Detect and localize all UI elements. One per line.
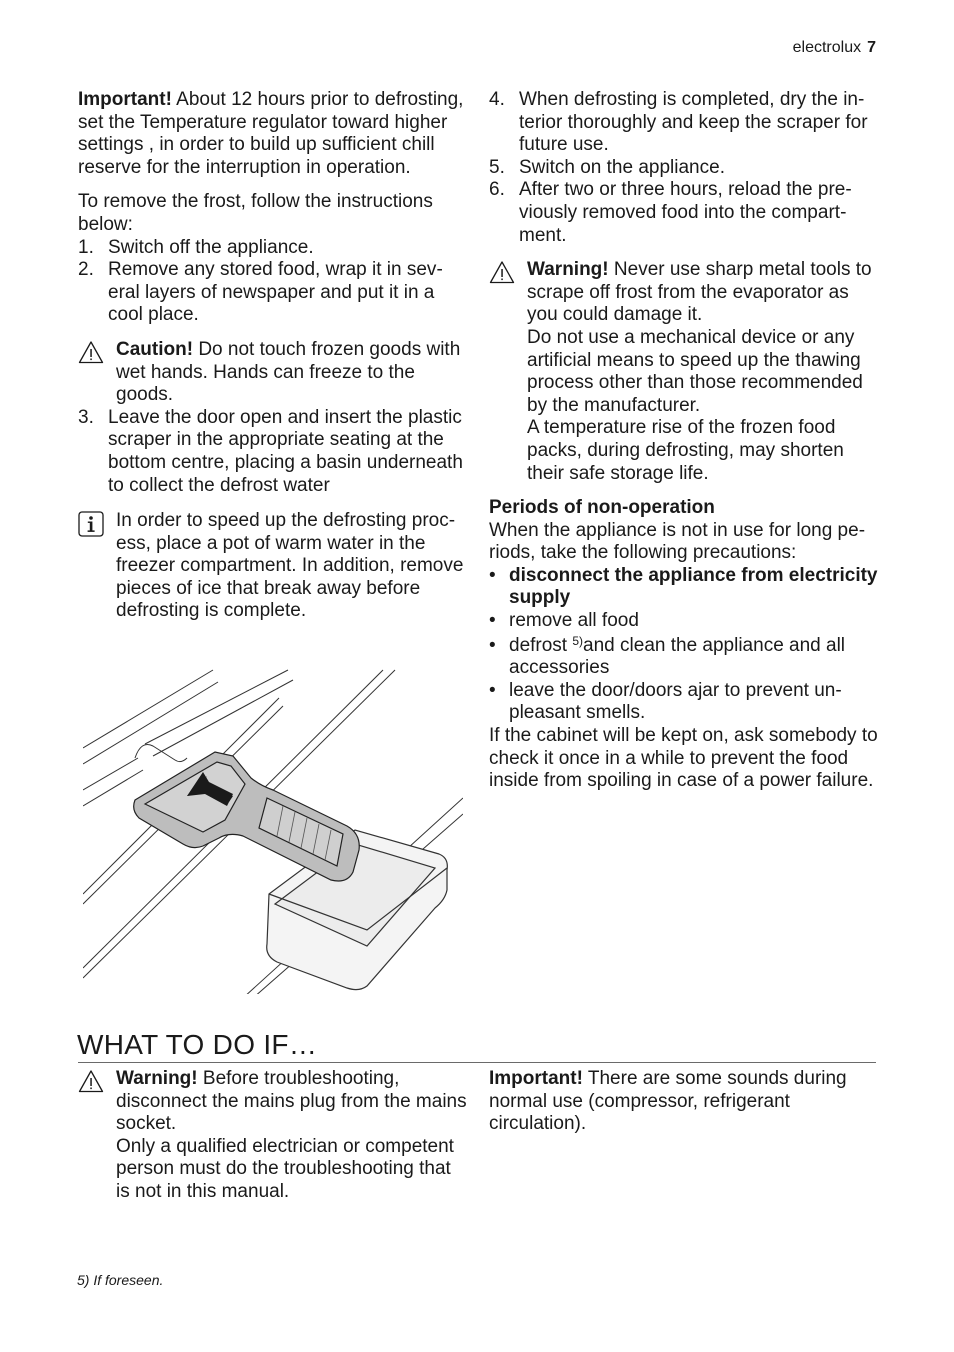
important-note — [78, 89, 468, 179]
defrost-scraper-illustration — [83, 668, 463, 994]
warning-text: A temperature rise of the frozen food packs, during defrosting, may shorten their safe storage life. — [527, 417, 844, 484]
troubleshooting-warning — [78, 1068, 468, 1204]
brand-name: electrolux — [792, 39, 862, 56]
section-divider — [78, 1062, 876, 1063]
warning-triangle-icon — [489, 259, 527, 485]
info-icon — [78, 510, 116, 623]
info-notice — [78, 510, 468, 623]
list-item: • disconnect the appliance from electricity supply — [489, 564, 878, 609]
list-item: • defrost $^{5)}$and clean the appliance and all accessories — [489, 633, 846, 679]
info-text: In order to speed up the defrosting process, place a pot of warm water in the freezer compartment. In addition, remove pieces of ice that break away before defrosting is complete. — [116, 510, 464, 622]
page-number: 7 — [867, 39, 876, 56]
list-item: 1. Switch off the appliance. — [78, 236, 314, 258]
warning-label: Warning! — [116, 1068, 198, 1089]
list-item: 6. After two or three hours, reload the previously removed food into the compartment. — [489, 179, 852, 246]
important-label: Important! — [78, 89, 172, 110]
footnote: 5) If foreseen. — [77, 1272, 164, 1288]
left-column — [78, 89, 468, 623]
warning-triangle-icon — [78, 1068, 116, 1204]
right-column — [489, 89, 879, 793]
important-text: About 12 hours prior to defrosting, set the Temperature regulator toward higher settings , in order to build up sufficient chill reserve for the interruption in operation. — [78, 89, 464, 178]
list-item: 5. Switch on the appliance. — [489, 156, 725, 178]
warning-text: Do not use a mechanical device or any artificial means to speed up the thawing process other than those recommended by the manufacturer. — [527, 326, 863, 416]
list-item: 4. When defrosting is completed, dry the interior thoroughly and keep the scraper for future use. — [489, 89, 868, 156]
list-item: • leave the door/doors ajar to prevent unpleasant smells. — [489, 679, 842, 724]
warning-text: Never use sharp metal tools to scrape off frost from the evaporator as you could damage it. — [527, 259, 872, 326]
list-item: 2. Remove any stored food, wrap it in several layers of newspaper and put it in a cool place. — [78, 259, 443, 326]
warning-notice — [489, 259, 879, 485]
troubleshooting-important — [489, 1068, 879, 1136]
non-operation-intro: When the appliance is not in use for long periods, take the following precautions: — [489, 519, 866, 564]
list-item: • remove all food — [489, 610, 639, 632]
warning-label: Warning! — [527, 259, 609, 281]
page-header — [793, 38, 876, 58]
steps-list-a — [78, 237, 468, 327]
section-heading: Periods of non-operation — [489, 497, 715, 519]
caution-text: Do not touch frozen goods with wet hands. Hands can freeze to the goods. — [116, 338, 461, 406]
caution-notice — [78, 339, 468, 407]
steps-list-b — [78, 407, 468, 497]
caution-label: Caution! — [116, 338, 194, 360]
warning-triangle-icon — [78, 339, 116, 407]
important-label: Important! — [489, 1068, 583, 1089]
warning-text: Only a qualified electrician or competent person must do the troubleshooting that is not in this manual. — [116, 1135, 454, 1202]
important-text: There are some sounds during normal use (compressor, refrigerant circulation). — [489, 1068, 847, 1135]
warning-text: Before troubleshooting, disconnect the mains plug from the mains socket. — [116, 1068, 467, 1135]
section-title: WHAT TO DO IF… — [77, 1029, 318, 1060]
closing-paragraph: If the cabinet will be kept on, ask somebody to check it once in a while to prevent the food inside from spoiling in case of a power failure. — [489, 725, 878, 792]
footnote-ref: 5) — [572, 633, 584, 648]
defrost-intro: To remove the frost, follow the instructions below: — [78, 191, 433, 235]
list-item: 3. Leave the door open and insert the plastic scraper in the appropriate seating at the bottom centre, placing a basin underneath to collect the defrost water — [78, 406, 463, 496]
steps-list-c — [489, 89, 879, 247]
